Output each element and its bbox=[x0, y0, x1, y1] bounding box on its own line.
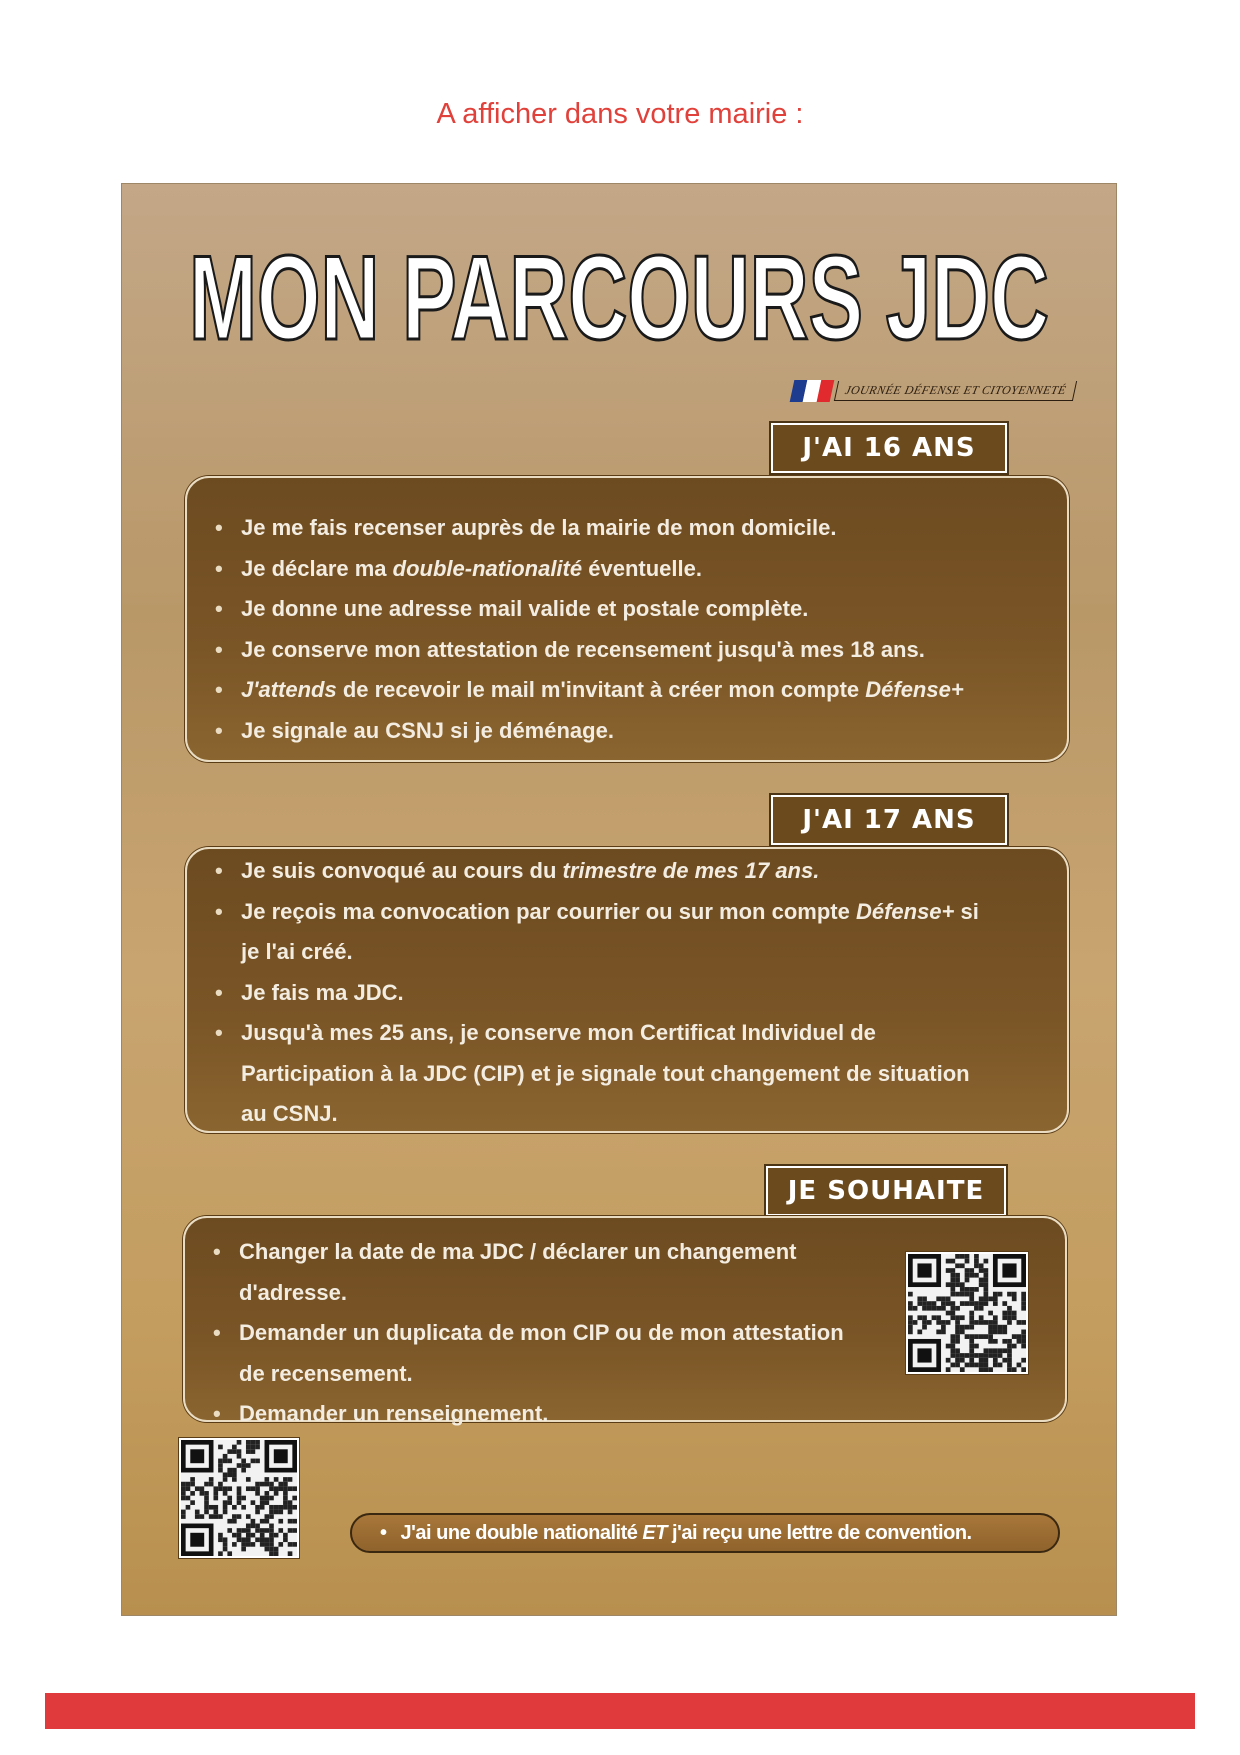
header-note: A afficher dans votre mairie : bbox=[436, 98, 804, 130]
subtitle-text: JOURNÉE DÉFENSE ET CITOYENNETÉ bbox=[834, 381, 1077, 401]
tab-17-ans: J'AI 17 ANS bbox=[771, 795, 1007, 845]
list-item: • Je déclare ma double-nationalité éventuelle. bbox=[209, 549, 1047, 590]
qr-code-icon[interactable] bbox=[179, 1438, 299, 1558]
qr-code-icon[interactable] bbox=[906, 1252, 1028, 1374]
list-item: • J'attends de recevoir le mail m'invitant à créer mon compte Défense+ bbox=[209, 670, 1047, 711]
list-item: • Demander un renseignement. bbox=[207, 1394, 867, 1435]
list-item: • Changer la date de ma JDC / déclarer un changement d'adresse. bbox=[207, 1232, 867, 1313]
section-17-ans bbox=[185, 847, 1069, 1133]
note-text: J'ai une double nationalité ET j'ai reçu une lettre de convention. bbox=[400, 1521, 972, 1544]
french-flag-icon bbox=[790, 380, 835, 402]
poster bbox=[121, 183, 1117, 1616]
list-item: • Je fais ma JDC. bbox=[209, 973, 989, 1014]
tab-16-ans: J'AI 16 ANS bbox=[771, 423, 1007, 473]
list-item: • Je signale au CSNJ si je déménage. bbox=[209, 711, 1047, 752]
jdc-subtitle bbox=[792, 379, 1075, 403]
footer-red-bar bbox=[45, 1693, 1195, 1729]
section-je-souhaite bbox=[183, 1216, 1067, 1426]
section-16-list bbox=[187, 478, 1067, 751]
poster-title bbox=[121, 231, 1117, 351]
list-item: • Je suis convoqué au cours du trimestre de mes 17 ans. bbox=[209, 851, 989, 892]
list-item: • Je reçois ma convocation par courrier ou sur mon compte Défense+ si je l'ai créé. bbox=[209, 892, 989, 973]
list-item: • Je me fais recenser auprès de la mairie de mon domicile. bbox=[209, 508, 1047, 549]
tab-je-souhaite: JE SOUHAITE bbox=[766, 1166, 1006, 1216]
list-item: • Demander un duplicata de mon CIP ou de mon attestation de recensement. bbox=[207, 1313, 867, 1394]
list-item: • Je conserve mon attestation de recensement jusqu'à mes 18 ans. bbox=[209, 630, 1047, 671]
bullet-icon: • bbox=[380, 1521, 387, 1544]
section-16-ans bbox=[185, 476, 1069, 762]
poster-title-text: MON PARCOURS JDC bbox=[189, 231, 1049, 351]
section-souhaite-list bbox=[185, 1218, 887, 1435]
list-item: • Jusqu'à mes 25 ans, je conserve mon Certificat Individuel de Participation à la JDC (CIP) et je signale tout changement de situation au CSNJ. bbox=[209, 1013, 989, 1135]
double-nationality-note bbox=[350, 1513, 1060, 1553]
section-17-list bbox=[187, 849, 1009, 1135]
list-item: • Je donne une adresse mail valide et postale complète. bbox=[209, 589, 1047, 630]
